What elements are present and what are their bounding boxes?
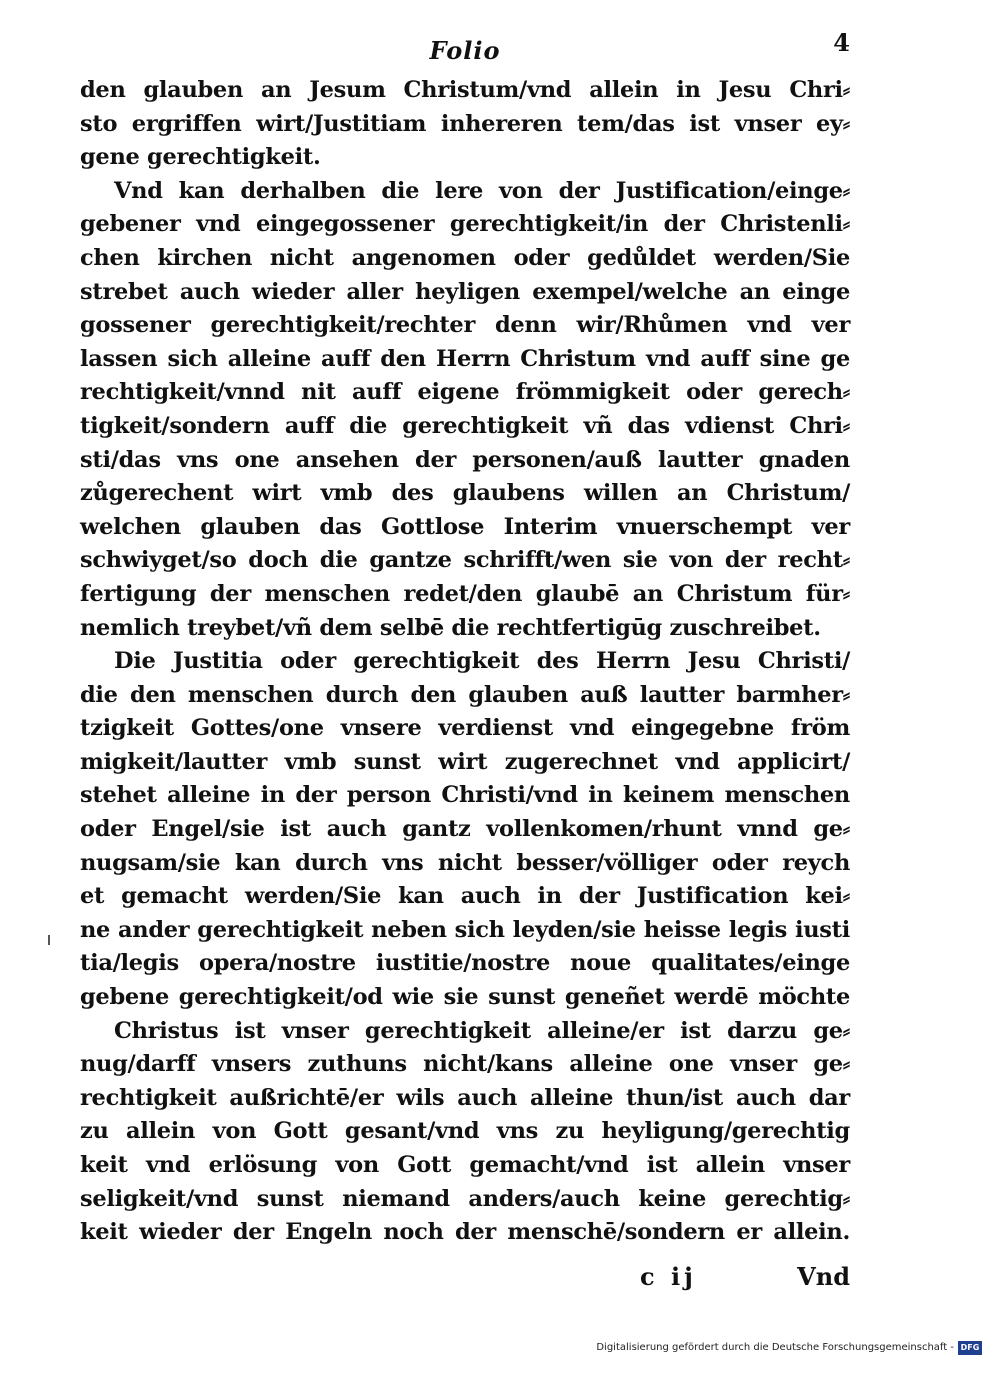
text-line: migkeit/lautter vmb sunst wirt zugerechnet vnd applicirt/ bbox=[80, 748, 850, 775]
page-footer bbox=[80, 1262, 850, 1298]
text-line: zůgerechent wirt vmb des glaubens willen an Christum/ bbox=[80, 480, 850, 507]
page-header bbox=[80, 28, 850, 68]
text-line: chen kirchen nicht angenomen oder gedůldet werden/Sie bbox=[80, 244, 850, 271]
text-line: seligkeit/vnd sunst niemand anders/auch keine gerechtig⸗ bbox=[80, 1185, 850, 1212]
text-line: gebener vnd eingegossener gerechtigkeit/in der Christenli⸗ bbox=[80, 211, 850, 238]
text-line: et gemacht werden/Sie kan auch in der Justification kei⸗ bbox=[80, 883, 850, 910]
text-line: den glauben an Jesum Christum/vnd allein in Jesu Chri⸗ bbox=[80, 77, 850, 103]
text-line: Christus ist vnser gerechtigkeit alleine/er ist darzu ge⸗ bbox=[114, 1017, 850, 1044]
text-line: welchen glauben das Gottlose Interim vnuerschempt ver bbox=[80, 513, 850, 540]
paragraph-1 bbox=[80, 74, 850, 175]
paragraph-2 bbox=[80, 175, 850, 645]
signature-mark: c ij bbox=[640, 1262, 697, 1291]
text-line: nemlich treybet/vñ dem selbē die rechtfertigūg zuschreibet. bbox=[80, 614, 821, 641]
text-line: Die Justitia oder gerechtigkeit des Herrn Jesu Christi/ bbox=[114, 648, 850, 675]
text-line: oder Engel/sie ist auch gantz vollenkomen/rhunt vnnd ge⸗ bbox=[80, 816, 850, 843]
paragraph-4 bbox=[80, 1015, 850, 1250]
text-line: tia/legis opera/nostre iustitie/nostre noue qualitates/einge bbox=[80, 950, 850, 977]
text-line: schwiyget/so doch die gantze schrifft/wen sie von der recht⸗ bbox=[80, 547, 850, 574]
dfg-logo-icon: DFG bbox=[958, 1341, 982, 1355]
catchword: Vnd bbox=[797, 1262, 850, 1291]
text-line: Vnd kan derhalben die lere von der Justification/einge⸗ bbox=[114, 177, 850, 204]
text-line: rechtigkeit/vnnd nit auff eigene frömmigkeit oder gerech⸗ bbox=[80, 379, 850, 406]
text-line: sti/das vns one ansehen der personen/auß lautter gnaden bbox=[80, 446, 850, 473]
folio-number: 4 bbox=[833, 28, 850, 57]
margin-mark bbox=[48, 935, 50, 945]
text-line: strebet auch wieder aller heyligen exempel/welche an einge bbox=[80, 278, 850, 305]
digitization-note: Digitalisierung gefördert durch die Deutsche Forschungsgemeinschaft - bbox=[596, 1342, 954, 1353]
text-line: keit vnd erlösung von Gott gemacht/vnd ist allein vnser bbox=[80, 1152, 850, 1178]
text-line: rechtigkeit außrichtē/er wils auch alleine thun/ist auch dar bbox=[80, 1084, 850, 1111]
text-line: zu allein von Gott gesant/vnd vns zu heyligung/gerechtig bbox=[80, 1118, 850, 1145]
text-line: tigkeit/sondern auff die gerechtigkeit vñ das vdienst Chri⸗ bbox=[80, 412, 850, 439]
text-line: gebene gerechtigkeit/od wie sie sunst geneñet werdē möchte bbox=[80, 984, 850, 1011]
text-line: nugsam/sie kan durch vns nicht besser/völliger oder reych bbox=[80, 849, 850, 876]
text-line: stehet alleine in der person Christi/vnd in keinem menschen bbox=[80, 782, 850, 809]
text-line: keit wieder der Engeln noch der menschē/sondern er allein. bbox=[80, 1219, 850, 1246]
paragraph-3 bbox=[80, 645, 850, 1015]
text-line: tzigkeit Gottes/one vnsere verdienst vnd eingegebne fröm bbox=[80, 715, 850, 742]
body-text bbox=[80, 74, 850, 1250]
running-head: Folio bbox=[429, 36, 501, 65]
text-line: sto ergriffen wirt/Justitiam inhereren tem/das ist vnser ey⸗ bbox=[80, 110, 850, 137]
text-line: gossener gerechtigkeit/rechter denn wir/Rhůmen vnd ver bbox=[80, 312, 850, 339]
text-line: fertigung der menschen redet/den glaubē an Christum für⸗ bbox=[80, 580, 850, 607]
text-line: die den menschen durch den glauben auß lautter barmher⸗ bbox=[80, 681, 850, 708]
text-line: nug/darff vnsers zuthuns nicht/kans alleine one vnser ge⸗ bbox=[80, 1051, 850, 1078]
text-line: gene gerechtigkeit. bbox=[80, 144, 321, 171]
text-line: lassen sich alleine auff den Herrn Christum vnd auff sine ge bbox=[80, 345, 850, 372]
text-line: ne ander gerechtigkeit neben sich leyden/sie heisse legis iusti bbox=[80, 916, 850, 943]
